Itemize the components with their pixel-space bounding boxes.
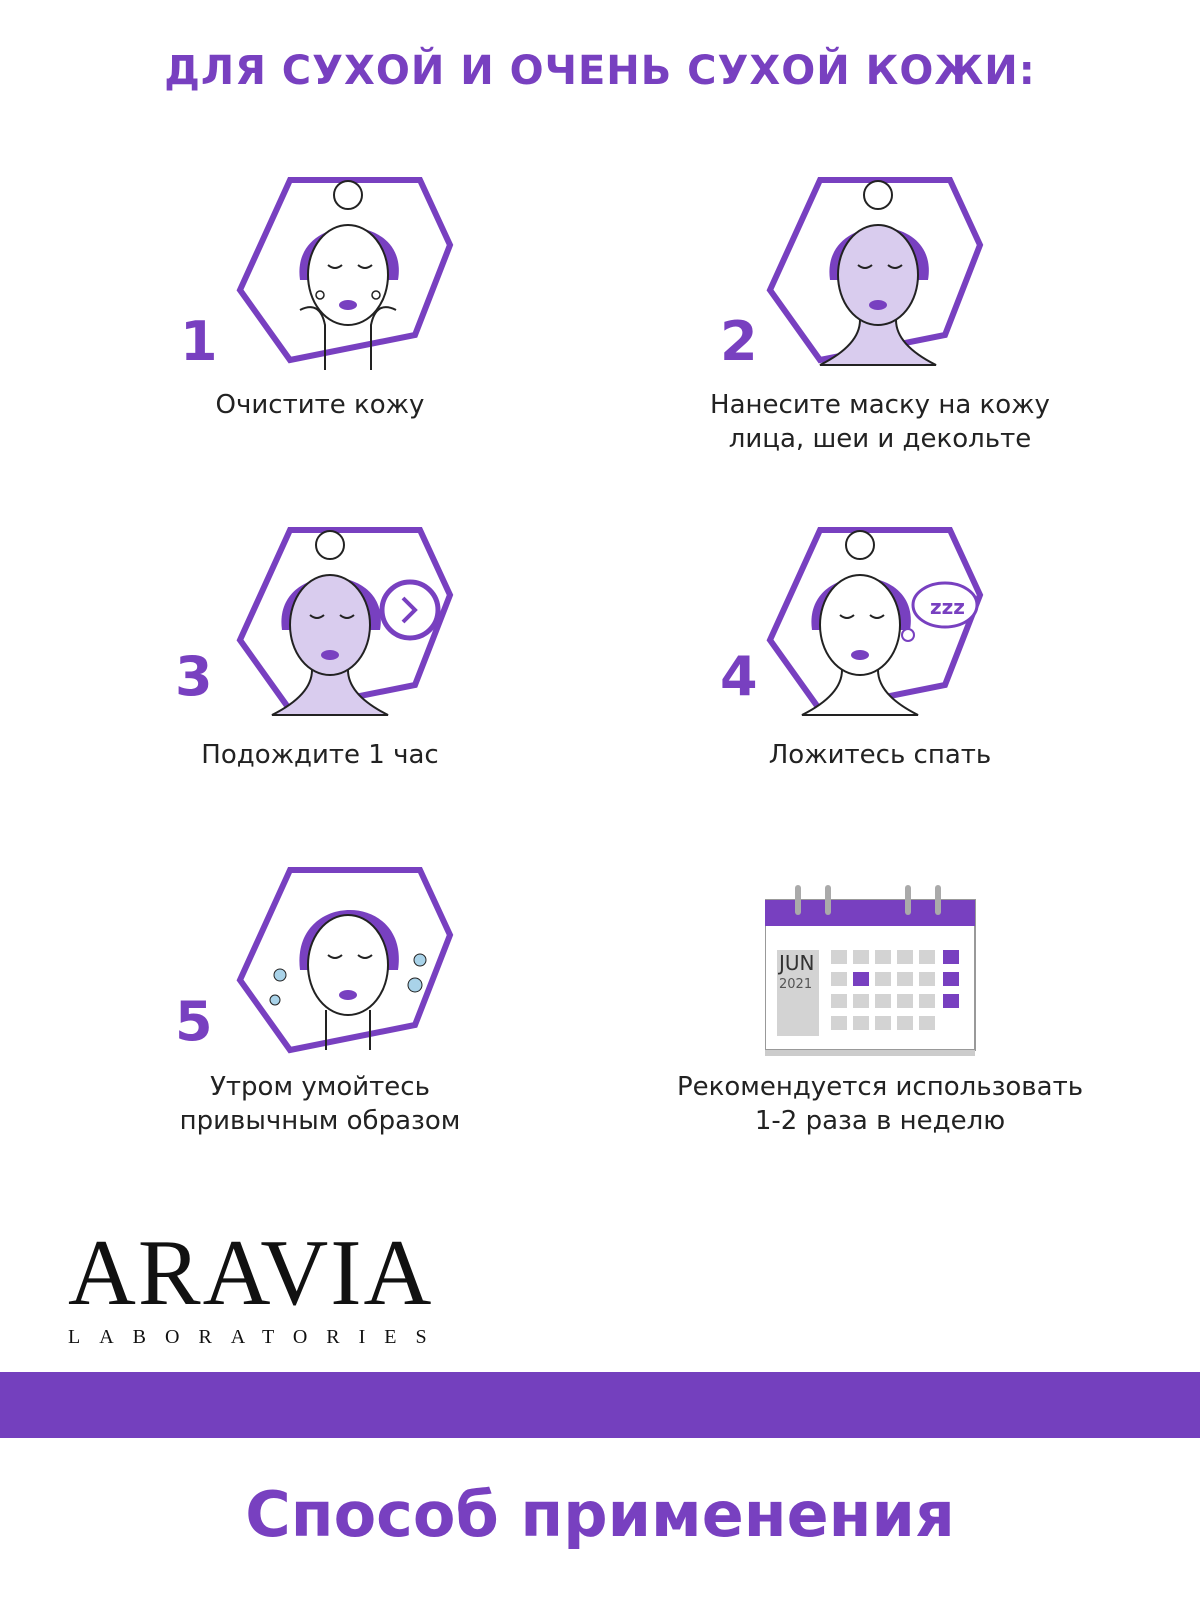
accent-band: [0, 1372, 1200, 1438]
step-3: [40, 500, 600, 840]
step-caption: Нанесите маску на кожу лица, шеи и декольте: [710, 390, 1050, 454]
step-caption: Ложитесь спать: [768, 740, 992, 770]
step-caption: Очистите кожу: [215, 390, 425, 420]
step-2: [600, 150, 1160, 490]
recommendation-caption: Рекомендуется использовать 1-2 раза в неделю: [676, 1072, 1084, 1136]
footer-title: Способ применения: [245, 1478, 955, 1551]
calendar-month: JUN: [779, 951, 815, 975]
step-number: 1: [180, 310, 218, 373]
step-number: 5: [175, 990, 213, 1053]
calendar-year: 2021: [779, 977, 813, 992]
step-1: [40, 150, 600, 490]
brand-logo: [68, 1221, 446, 1349]
brand-subtitle: LABORATORIES: [68, 1326, 446, 1348]
recommendation: [600, 840, 1160, 1180]
face-timer-icon: [220, 510, 480, 730]
face-rinse-icon: [220, 850, 480, 1070]
face-washing-icon: [220, 160, 480, 380]
step-4: [600, 500, 1160, 840]
page-title: ДЛЯ СУХОЙ И ОЧЕНЬ СУХОЙ КОЖИ:: [164, 48, 1036, 94]
step-number: 2: [720, 310, 758, 373]
step-caption: Подождите 1 час: [201, 740, 439, 770]
calendar-icon: [765, 880, 985, 1060]
svg-text:zzz: zzz: [930, 595, 965, 619]
face-sleep-icon: [750, 510, 1010, 730]
face-mask-icon: [750, 160, 1010, 380]
step-number: 3: [175, 645, 213, 708]
step-number: 4: [720, 645, 758, 708]
step-caption: Утром умойтесь привычным образом: [179, 1072, 461, 1136]
step-5: [40, 840, 600, 1180]
brand-name: ARAVIA: [68, 1221, 434, 1325]
